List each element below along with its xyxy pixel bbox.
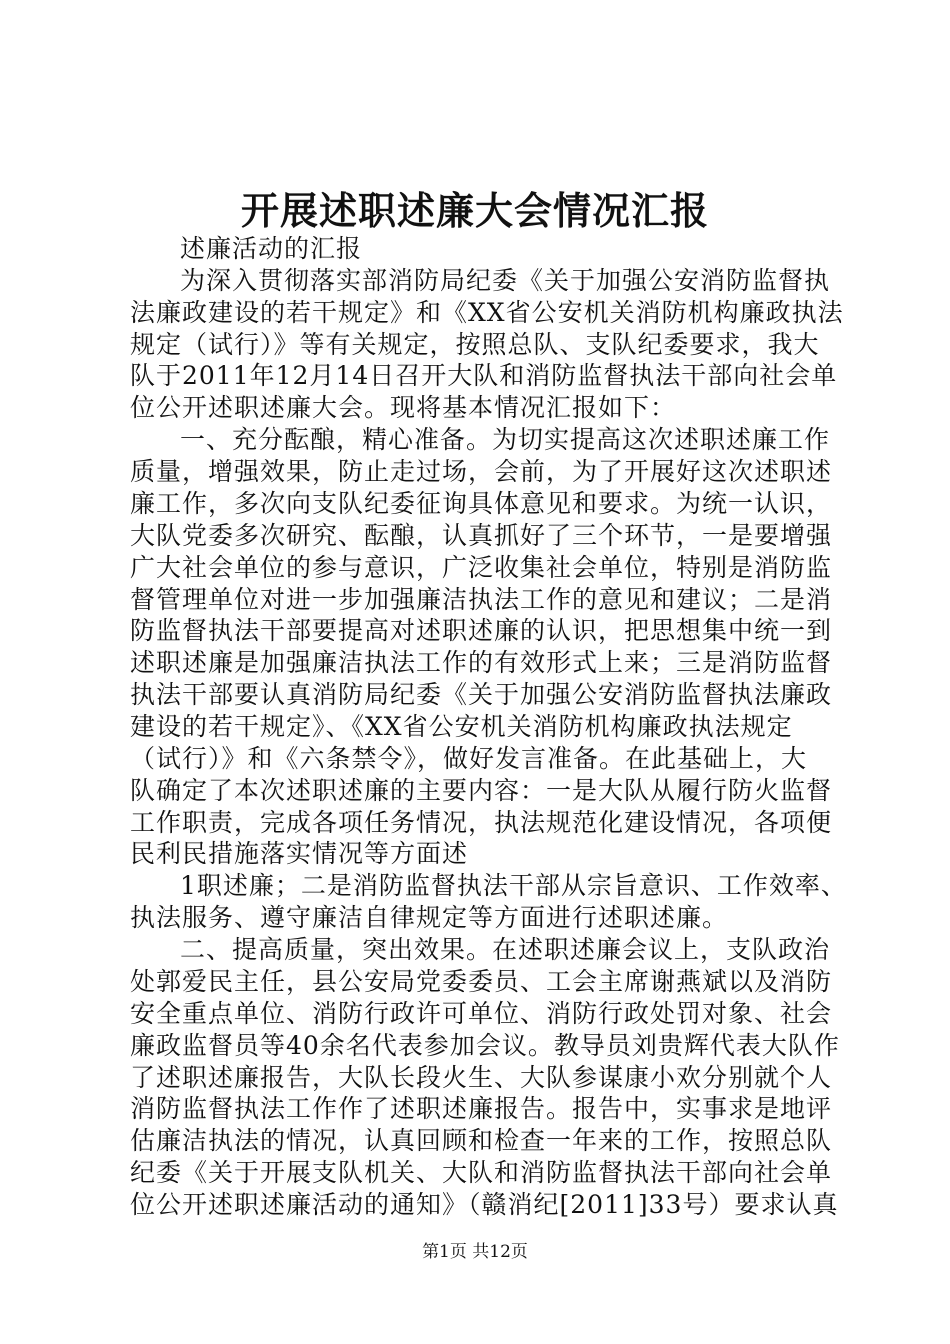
text-line: 民利民措施落实情况等方面述: [130, 839, 469, 868]
text-line: （试行）》和《六条禁令》，做好发言准备。在此基础上，大: [130, 744, 808, 773]
text-line: 消防监督执法工作作了述职述廉报告。报告中，实事求是地评: [130, 1094, 833, 1123]
text-line: 建设的若干规定》、《XX省公安机关消防机构廉政执法规定: [130, 712, 793, 741]
text-line: 廉工作，多次向支队纪委征询具体意见和要求。为统一认识，: [130, 489, 833, 518]
text-line: 二、提高质量，突出效果。在述职述廉会议上，支队政治: [180, 935, 831, 964]
text-line: 述职述廉是加强廉洁执法工作的有效形式上来；三是消防监督: [130, 648, 833, 677]
text-line: 队确定了本次述职述廉的主要内容：一是大队从履行防火监督: [130, 776, 833, 805]
text-line: 位公开述职述廉大会。现将基本情况汇报如下：: [130, 393, 677, 422]
text-line: 防监督执法干部要提高对述职述廉的认识，把思想集中统一到: [130, 616, 833, 645]
text-line: 质量，增强效果，防止走过场，会前，为了开展好这次述职述: [130, 457, 833, 486]
text-line: 规定（试行）》等有关规定，按照总队、支队纪委要求，我大: [130, 330, 820, 359]
text-line: 大队党委多次研究、酝酿，认真抓好了三个环节，一是要增强: [130, 521, 833, 550]
text-line: 为深入贯彻落实部消防局纪委《关于加强公安消防监督执: [180, 266, 831, 295]
text-line: 法廉政建设的若干规定》和《XX省公安机关消防机构廉政执法: [130, 298, 844, 327]
text-line: 一、充分酝酿，精心准备。为切实提高这次述职述廉工作: [180, 425, 831, 454]
text-line: 队于2011年12月14日召开大队和消防监督执法干部向社会单: [130, 361, 838, 390]
document-title: 开展述职述廉大会情况汇报: [240, 188, 709, 233]
text-line: 了述职述廉报告，大队长段火生、大队参谋康小欢分别就个人: [130, 1063, 833, 1092]
text-line: 位公开述职述廉活动的通知》（赣消纪[2011]33号）要求认真: [130, 1190, 839, 1219]
text-line: 1职述廉；二是消防监督执法干部从宗旨意识、工作效率、: [180, 871, 847, 900]
page-footer: 第1页 共12页: [422, 1242, 528, 1262]
text-line: 督管理单位对进一步加强廉洁执法工作的意见和建议；二是消: [130, 585, 833, 614]
text-line: 安全重点单位、消防行政许可单位、消防行政处罚对象、社会: [130, 999, 833, 1028]
text-line: 广大社会单位的参与意识，广泛收集社会单位，特别是消防监: [130, 553, 833, 582]
text-line: 估廉洁执法的情况，认真回顾和检查一年来的工作，按照总队: [130, 1126, 833, 1155]
text-line: 工作职责，完成各项任务情况，执法规范化建设情况，各项便: [130, 808, 833, 837]
text-line: 廉政监督员等40余名代表参加会议。教导员刘贵辉代表大队作: [130, 1031, 840, 1060]
text-line: 述廉活动的汇报: [180, 234, 363, 263]
text-line: 处郭爱民主任，县公安局党委委员、工会主席谢燕斌以及消防: [130, 967, 833, 996]
text-line: 纪委《关于开展支队机关、大队和消防监督执法干部向社会单: [130, 1158, 833, 1187]
text-line: 执法服务、遵守廉洁自律规定等方面进行述职述廉。: [130, 903, 729, 932]
text-line: 执法干部要认真消防局纪委《关于加强公安消防监督执法廉政: [130, 680, 833, 709]
